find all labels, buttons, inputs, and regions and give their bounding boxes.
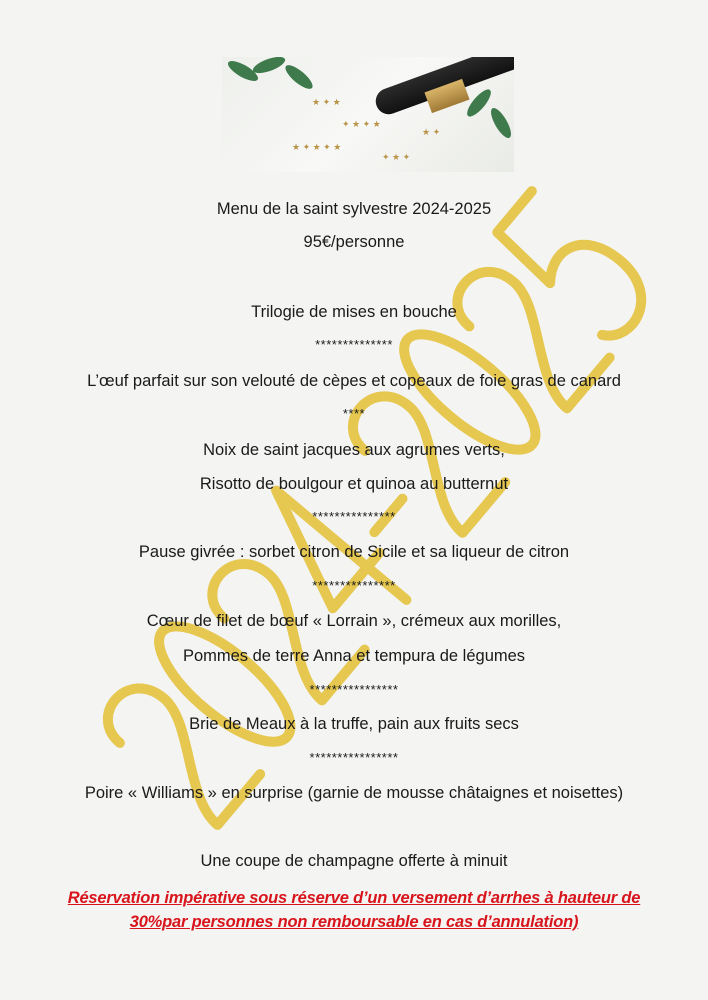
course-oeuf: L’œuf parfait sur son velouté de cèpes et copeaux de foie gras de canard: [87, 372, 621, 390]
course-pommes-anna: Pommes de terre Anna et tempura de légumes: [182, 647, 526, 665]
separator: ****************: [309, 682, 399, 697]
separator: ****: [342, 406, 366, 421]
reservation-note-line1: Réservation impérative sous réserve d’un versement d’arrhes à hauteur de: [67, 889, 641, 907]
separator: **************: [315, 337, 393, 352]
header-photo-champagne: ★ ✦ ★ ✦ ★ ✦ ★ ★ ✦ ★ ✦ ★ ✦ ★ ✦ ★ ✦: [222, 57, 514, 172]
separator: ****************: [309, 750, 399, 765]
course-saint-jacques: Noix de saint jacques aux agrumes verts,: [203, 441, 505, 459]
course-pause-givree: Pause givrée : sorbet citron de Sicile et sa liqueur de citron: [138, 543, 570, 561]
separator: ***************: [312, 578, 396, 593]
champagne-note: Une coupe de champagne offerte à minuit: [200, 852, 508, 870]
menu-price: 95€/personne: [303, 233, 405, 251]
course-amuse-bouche: Trilogie de mises en bouche: [251, 303, 457, 321]
course-brie: Brie de Meaux à la truffe, pain aux fruits secs: [189, 715, 519, 733]
course-risotto: Risotto de boulgour et quinoa au butternut: [199, 475, 509, 493]
separator: ***************: [312, 509, 396, 524]
course-filet-boeuf: Cœur de filet de bœuf « Lorrain », crémeux aux morilles,: [146, 612, 562, 630]
reservation-note-line2: 30%par personnes non remboursable en cas d’annulation): [129, 913, 579, 931]
menu-title: Menu de la saint sylvestre 2024-2025: [216, 200, 492, 218]
course-dessert-poire: Poire « Williams » en surprise (garnie de mousse châtaignes et noisettes): [84, 784, 624, 802]
